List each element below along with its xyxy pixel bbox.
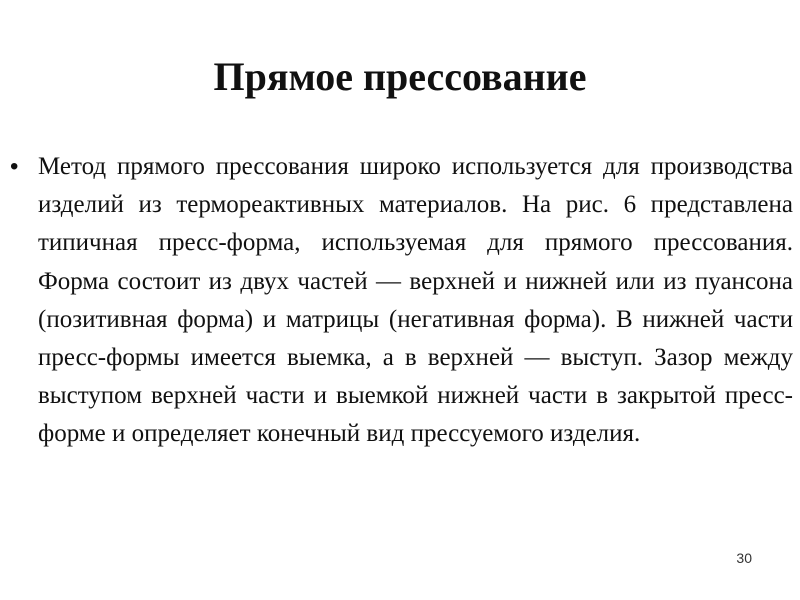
bullet-text: Метод прямого прессования широко используется для производства изделий из термореактивных материалов. На рис. 6 представлена типичная пресс-форма, используемая для прямого прессования. Форма состоит из двух частей — верхней и нижней или из пуансона (позитивная форма) и матрицы (негативная форма). В нижней части пресс-формы имеется выемка, а в верхней — выступ. Зазор между выступом верхней части и выемкой нижней части в закрытой пресс-форме и определяет конечный вид прессуемого изделия. <box>38 153 793 448</box>
bullet-item <box>0 148 800 454</box>
bullet-marker: • <box>10 153 19 180</box>
bullet-list <box>0 148 800 454</box>
slide-title: Прямое прессование <box>213 54 587 99</box>
page-number: 30 <box>736 550 752 566</box>
